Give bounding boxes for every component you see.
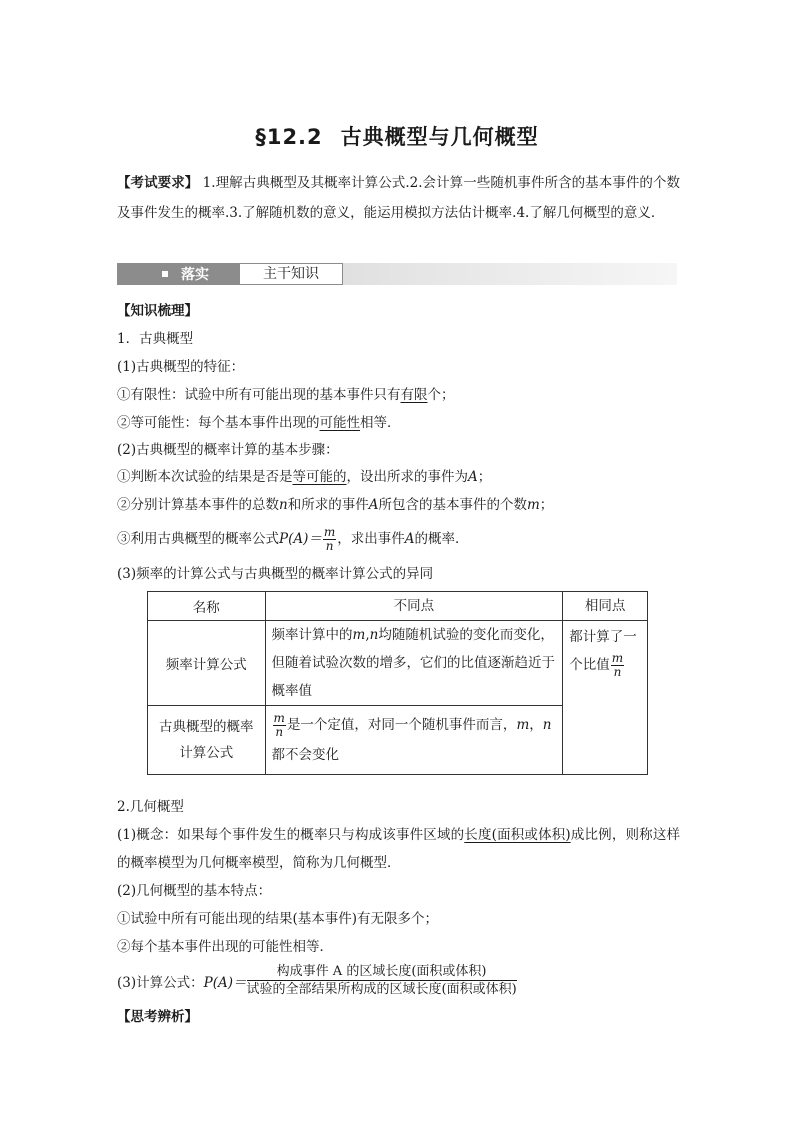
geometric-formula: (3)计算公式： P(A)＝ $\frac{\text{构成事件 A 的区域长度(面积或体积)}}{\text{试验的全部结果所构成的区域长度(面积或体积)}}$ xyxy=(117,964,517,997)
answer-underline: 等可能的 xyxy=(292,469,347,485)
comparison-table xyxy=(147,591,648,775)
step-3: ③利用古典概型的概率公式P(A)＝ $\frac{m}{n}$ ，求出事件A的概率． xyxy=(117,525,469,553)
exam-label: 【考试要求】 xyxy=(117,175,199,191)
exam-requirements xyxy=(117,168,680,228)
row-diff-classical: $\frac{m}{n}$ 是一个定值，对同一个随机事件而言，m，n都不会变化 xyxy=(265,706,563,775)
fraction-m-over-n: $\frac{m}{n}$ xyxy=(323,525,336,553)
fraction-numerator: 构成事件 A 的区域长度(面积或体积) xyxy=(247,963,517,981)
fraction-m-over-n: $\frac{m}{n}$ xyxy=(611,651,624,679)
row-diff-frequency: 频率计算中的m,n均随随机试验的变化而变化，但随着试验次数的增多，它们的比值逐渐趋近于概率值 xyxy=(265,621,563,706)
section-banner xyxy=(117,263,677,285)
answer-underline: 长度(面积或体积) xyxy=(464,827,571,843)
row-name-classical: 古典概型的概率计算公式 xyxy=(148,706,266,775)
geometric-features-heading: (2)几何概型的基本特点： xyxy=(117,883,272,899)
geometric-feature-2: ②每个基本事件出现的可能性相等． xyxy=(117,939,333,955)
square-bullet-icon xyxy=(162,271,168,277)
step-1: ①判断本次试验的结果是否是等可能的，设出所求的事件为A； xyxy=(117,469,492,485)
page-title xyxy=(0,121,794,151)
feature-finiteness: ①有限性：试验中所有可能出现的基本事件只有有限个； xyxy=(117,387,455,403)
geometric-fraction xyxy=(247,963,517,998)
banner-label-2: 主干知识 xyxy=(239,263,343,285)
table-header: 不同点 xyxy=(265,592,563,621)
banner-dark-block xyxy=(117,263,239,285)
knowledge-heading: 【知识梳理】 xyxy=(117,303,198,319)
classical-features-heading: (1)古典概型的特征： xyxy=(117,359,245,375)
steps-heading: (2)古典概型的概率计算的基本步骤： xyxy=(117,442,339,458)
table-header: 相同点 xyxy=(563,592,648,621)
subsection-geometric: 2.几何概型 xyxy=(117,799,184,815)
section-title: 古典概型与几何概型 xyxy=(340,125,539,149)
row-name-frequency: 频率计算公式 xyxy=(148,621,266,706)
exam-text: 1.理解古典概型及其概率计算公式.2.会计算一些随机事件所含的基本事件的个数及事件发生的概率.3.了解随机数的意义，能运用模拟方法估计概率.4.了解几何概型的意义． xyxy=(117,175,680,221)
table-row xyxy=(148,621,648,706)
answer-underline: 可能性 xyxy=(319,415,360,431)
fraction-denominator: 试验的全部结果所构成的区域长度(面积或体积) xyxy=(246,982,517,997)
feature-equal-likelihood: ②等可能性：每个基本事件出现的可能性相等． xyxy=(117,415,401,431)
step-2: ②分别计算基本事件的总数n和所求的事件A所包含的基本事件的个数m； xyxy=(117,497,554,513)
thinking-heading: 【思考辨析】 xyxy=(117,1009,198,1025)
geometric-feature-1: ①试验中所有可能出现的结果(基本事件)有无限多个； xyxy=(117,911,439,927)
table-header-row xyxy=(148,592,648,621)
section-number: §12.2 xyxy=(255,125,323,149)
table-header: 名称 xyxy=(148,592,266,621)
answer-underline: 有限 xyxy=(400,387,428,403)
subsection-classical: 1．古典概型 xyxy=(117,331,194,347)
row-same-cell: 都计算了一个比值 $\frac{m}{n}$ xyxy=(563,621,648,775)
banner-label-1: 落实 xyxy=(181,267,209,283)
fraction-m-over-n: $\frac{m}{n}$ xyxy=(273,711,285,739)
comparison-heading: (3)频率的计算公式与古典概型的概率计算公式的异同 xyxy=(117,566,434,582)
geometric-concept: (1)概念：如果每个事件发生的概率只与构成该事件区域的长度(面积或体积)成比例，则称这样的概率模型为几何概率模型，简称为几何概型． xyxy=(117,827,681,871)
